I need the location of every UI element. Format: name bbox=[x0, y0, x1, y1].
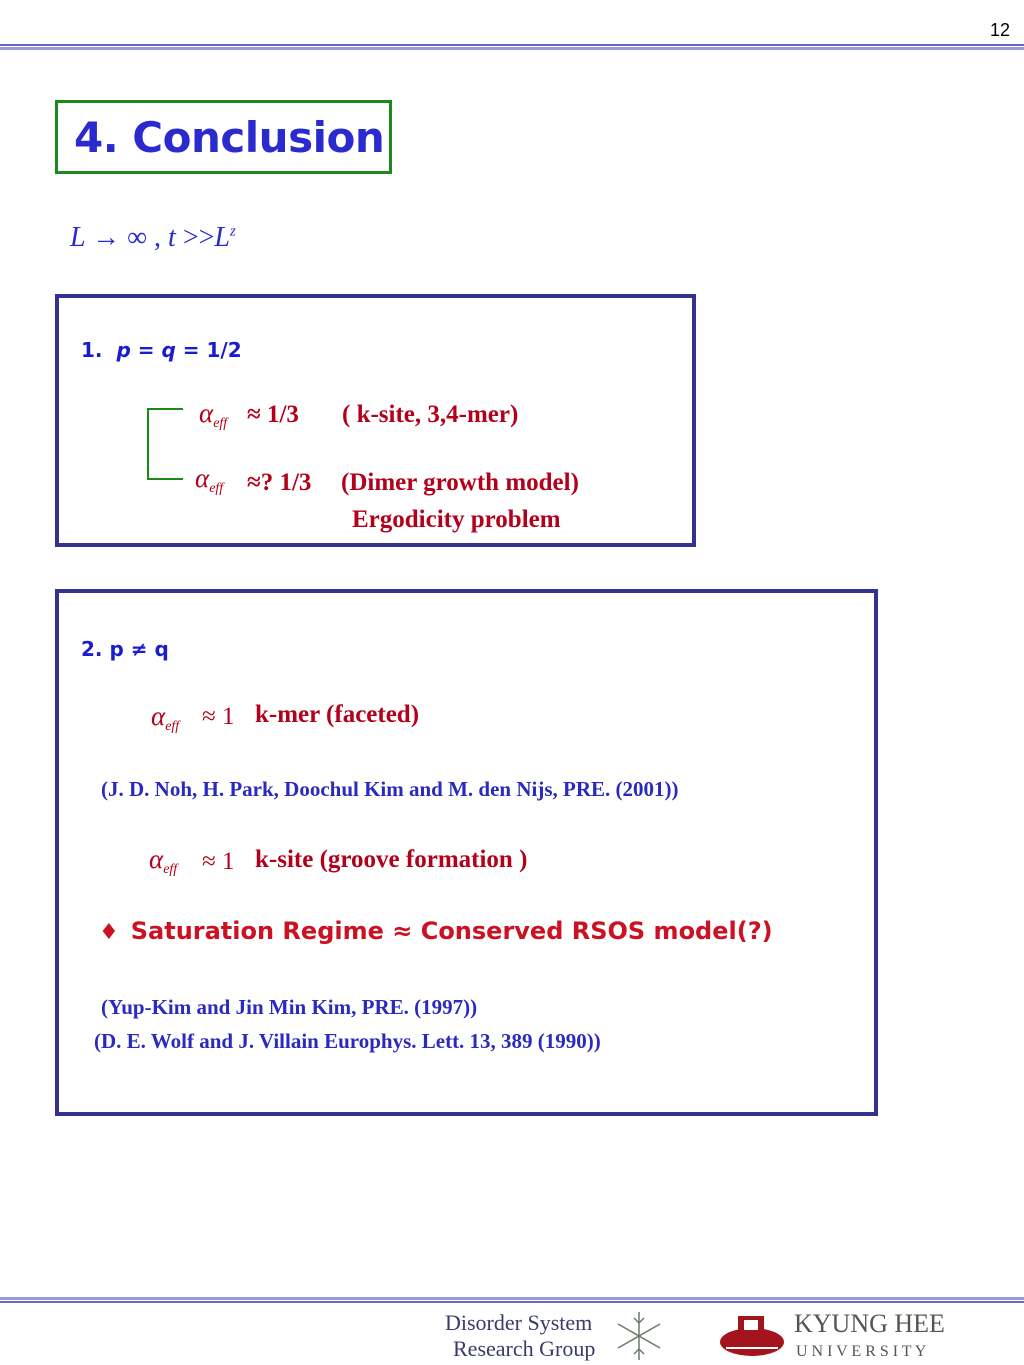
section-2-heading: 2. p ≠ q bbox=[81, 637, 169, 661]
alpha-eff-4: $\alpha_{eff}$ bbox=[149, 844, 178, 877]
reference-noh: (J. D. Noh, H. Park, Doochul Kim and M. den Nijs, PRE. (2001)) bbox=[101, 777, 679, 801]
equals-sign: = bbox=[137, 338, 155, 362]
page-number: 12 bbox=[989, 20, 1010, 40]
page-title: 4. Conclusion bbox=[74, 113, 385, 162]
khu-logo-line2: U N I V E R S I T Y bbox=[796, 1343, 927, 1360]
equals-half: = 1/2 bbox=[182, 338, 242, 362]
section-1-box bbox=[55, 294, 696, 547]
var-q: q bbox=[161, 338, 176, 362]
approx-one-2: ≈ 1 bbox=[202, 848, 235, 875]
limit-base: L bbox=[214, 222, 230, 253]
arrow-symbol: → bbox=[92, 222, 121, 253]
limit-t: t bbox=[168, 222, 176, 253]
note-ergodicity: Ergodicity problem bbox=[352, 506, 561, 533]
alpha-eff-3: $\alpha_{eff}$ bbox=[151, 701, 180, 734]
section-2-box bbox=[55, 589, 878, 1116]
saturation-regime-line bbox=[99, 917, 773, 945]
kyung-hee-emblem-icon bbox=[720, 1316, 784, 1356]
limit-L: L bbox=[70, 222, 86, 253]
separator: , bbox=[154, 222, 162, 253]
dsrg-logo-line1: Disorder System bbox=[445, 1310, 593, 1335]
limit-exponent: z bbox=[230, 223, 236, 240]
note-kmer-faceted: k-mer (faceted) bbox=[255, 701, 420, 728]
kyung-hee-logo bbox=[716, 1308, 1024, 1364]
note-ksite-groove: k-site (groove formation ) bbox=[255, 846, 528, 873]
bottom-divider bbox=[0, 1297, 1024, 1303]
snowflake-icon bbox=[618, 1312, 660, 1360]
much-greater-symbol: >> bbox=[182, 222, 215, 253]
khu-logo-line1: KYUNG HEE bbox=[794, 1309, 945, 1338]
var-p: p bbox=[116, 338, 131, 362]
top-divider bbox=[0, 44, 1024, 50]
alpha-value-2: ≈? 1/3 bbox=[247, 469, 312, 496]
green-bracket bbox=[147, 408, 183, 480]
dsrg-logo bbox=[443, 1308, 713, 1364]
saturation-text: Saturation Regime ≈ Conserved RSOS model(?) bbox=[130, 917, 773, 945]
infinity-symbol: ∞ bbox=[127, 222, 148, 253]
dsrg-logo-line2: Research Group bbox=[453, 1336, 596, 1361]
note-dimer-growth: (Dimer growth model) bbox=[341, 469, 579, 496]
alpha-eff-2: $\alpha_{eff}$ bbox=[195, 463, 224, 496]
section-1-number: 1. bbox=[81, 338, 103, 362]
approx-one-1: ≈ 1 bbox=[202, 703, 235, 730]
reference-yup-kim: (Yup-Kim and Jin Min Kim, PRE. (1997)) bbox=[101, 995, 478, 1019]
alpha-value-1: ≈ 1/3 bbox=[247, 401, 299, 428]
alpha-eff-1: $\alpha_{eff}$ bbox=[199, 398, 228, 431]
reference-wolf-villain: (D. E. Wolf and J. Villain Europhys. Lett. 13, 389 (1990)) bbox=[94, 1029, 601, 1053]
limit-condition bbox=[70, 222, 236, 254]
note-ksite-3-4-mer: ( k-site, 3,4-mer) bbox=[342, 401, 519, 428]
diamond-bullet-icon: ♦ bbox=[99, 920, 119, 945]
section-1-heading bbox=[81, 338, 242, 362]
title-box bbox=[55, 100, 392, 174]
